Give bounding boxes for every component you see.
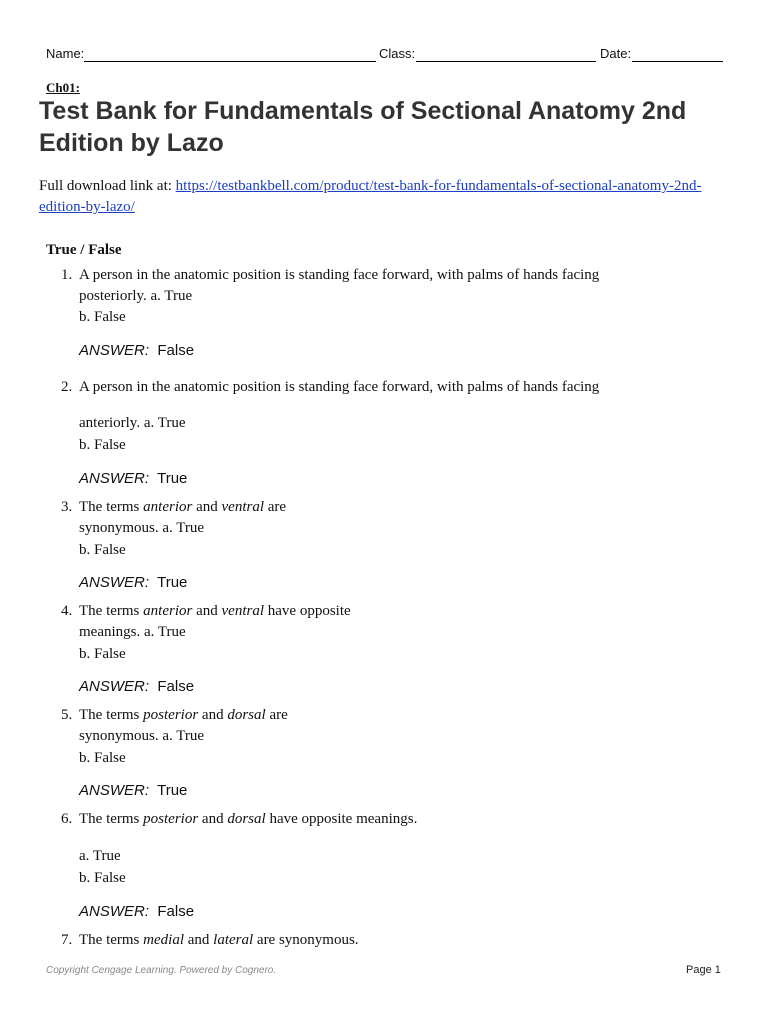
term-1: posterior xyxy=(143,707,199,723)
question-number: 5. xyxy=(61,707,73,723)
question-text-cont: anteriorly. a. True xyxy=(79,415,186,431)
option-b: b. False xyxy=(79,750,126,766)
text-part: The terms xyxy=(79,707,144,723)
answer-label: ANSWER: xyxy=(79,342,150,359)
term-1: anterior xyxy=(143,603,193,619)
text-part: and xyxy=(183,932,214,948)
question-text: A person in the anatomic position is standing face forward, with palms of hands facing xyxy=(79,379,600,395)
text-part: are synonymous. xyxy=(253,932,359,948)
text-part: and xyxy=(198,707,228,723)
option-b: b. False xyxy=(79,437,126,453)
question-text-cont: synonymous. a. True xyxy=(79,520,205,536)
name-label: Name: xyxy=(46,46,85,61)
download-prefix: Full download link at: xyxy=(39,178,176,194)
text-part: are xyxy=(264,499,287,515)
answer-6 xyxy=(79,903,194,920)
term-1: medial xyxy=(143,932,184,948)
answer-label: ANSWER: xyxy=(79,470,150,487)
answer-value: True xyxy=(157,782,188,799)
answer-label: ANSWER: xyxy=(79,678,150,695)
answer-label: ANSWER: xyxy=(79,574,150,591)
text-part: The terms xyxy=(79,603,144,619)
term-2: dorsal xyxy=(227,811,266,827)
answer-value: False xyxy=(157,678,195,695)
page-number: Page 1 xyxy=(686,964,721,976)
question-text xyxy=(79,930,359,951)
text-part: The terms xyxy=(79,499,144,515)
answer-label: ANSWER: xyxy=(79,903,150,920)
text-part: The terms xyxy=(79,932,144,948)
answer-3 xyxy=(79,574,187,591)
answer-value: True xyxy=(157,574,188,591)
text-part: are xyxy=(265,707,288,723)
text-part: have opposite meanings. xyxy=(265,811,418,827)
chapter-label: Ch01: xyxy=(46,80,80,95)
question-text xyxy=(79,601,351,622)
term-1: anterior xyxy=(143,499,193,515)
question-number: 3. xyxy=(61,499,73,515)
question-text xyxy=(79,497,286,518)
term-2: dorsal xyxy=(227,707,266,723)
question-number: 6. xyxy=(61,811,73,827)
answer-4 xyxy=(79,678,194,695)
page-title: Test Bank for Fundamentals of Sectional Anatomy 2nd Edition by Lazo xyxy=(39,97,687,157)
date-field[interactable] xyxy=(632,61,723,62)
text-part: and xyxy=(192,603,222,619)
download-link[interactable]: https://testbankbell.com/product/test-bank-for-fundamentals-of-sectional-anatomy-2nd-edition-by-lazo/ xyxy=(39,178,702,215)
date-label: Date: xyxy=(600,46,632,61)
answer-value: True xyxy=(157,470,188,487)
answer-value: False xyxy=(157,342,195,359)
name-field[interactable] xyxy=(84,61,376,62)
question-text: A person in the anatomic position is standing face forward, with palms of hands facing xyxy=(79,267,600,283)
question-text-cont: synonymous. a. True xyxy=(79,728,205,744)
copyright-footer: Copyright Cengage Learning. Powered by Cognero. xyxy=(46,965,277,976)
term-2: lateral xyxy=(213,932,254,948)
option-b: b. False xyxy=(79,309,126,325)
question-text xyxy=(79,809,417,830)
option-b: b. False xyxy=(79,542,126,558)
text-part: and xyxy=(198,811,228,827)
answer-label: ANSWER: xyxy=(79,782,150,799)
answer-1 xyxy=(79,342,194,359)
option-a: a. True xyxy=(79,848,121,864)
class-label: Class: xyxy=(379,46,416,61)
option-b: b. False xyxy=(79,646,126,662)
download-line xyxy=(39,176,729,218)
question-number: 1. xyxy=(61,267,73,283)
term-2: ventral xyxy=(221,499,264,515)
text-part: and xyxy=(192,499,222,515)
text-part: have opposite xyxy=(264,603,351,619)
question-text xyxy=(79,705,288,726)
answer-value: False xyxy=(157,903,195,920)
question-text-cont: meanings. a. True xyxy=(79,624,186,640)
answer-2 xyxy=(79,470,187,487)
answer-5 xyxy=(79,782,187,799)
option-b: b. False xyxy=(79,870,126,886)
term-2: ventral xyxy=(221,603,264,619)
section-heading: True / False xyxy=(46,242,122,258)
question-text-cont: posteriorly. a. True xyxy=(79,288,193,304)
question-number: 4. xyxy=(61,603,73,619)
question-number: 2. xyxy=(61,379,73,395)
text-part: The terms xyxy=(79,811,144,827)
class-field[interactable] xyxy=(416,61,596,62)
question-number: 7. xyxy=(61,932,73,948)
term-1: posterior xyxy=(143,811,199,827)
